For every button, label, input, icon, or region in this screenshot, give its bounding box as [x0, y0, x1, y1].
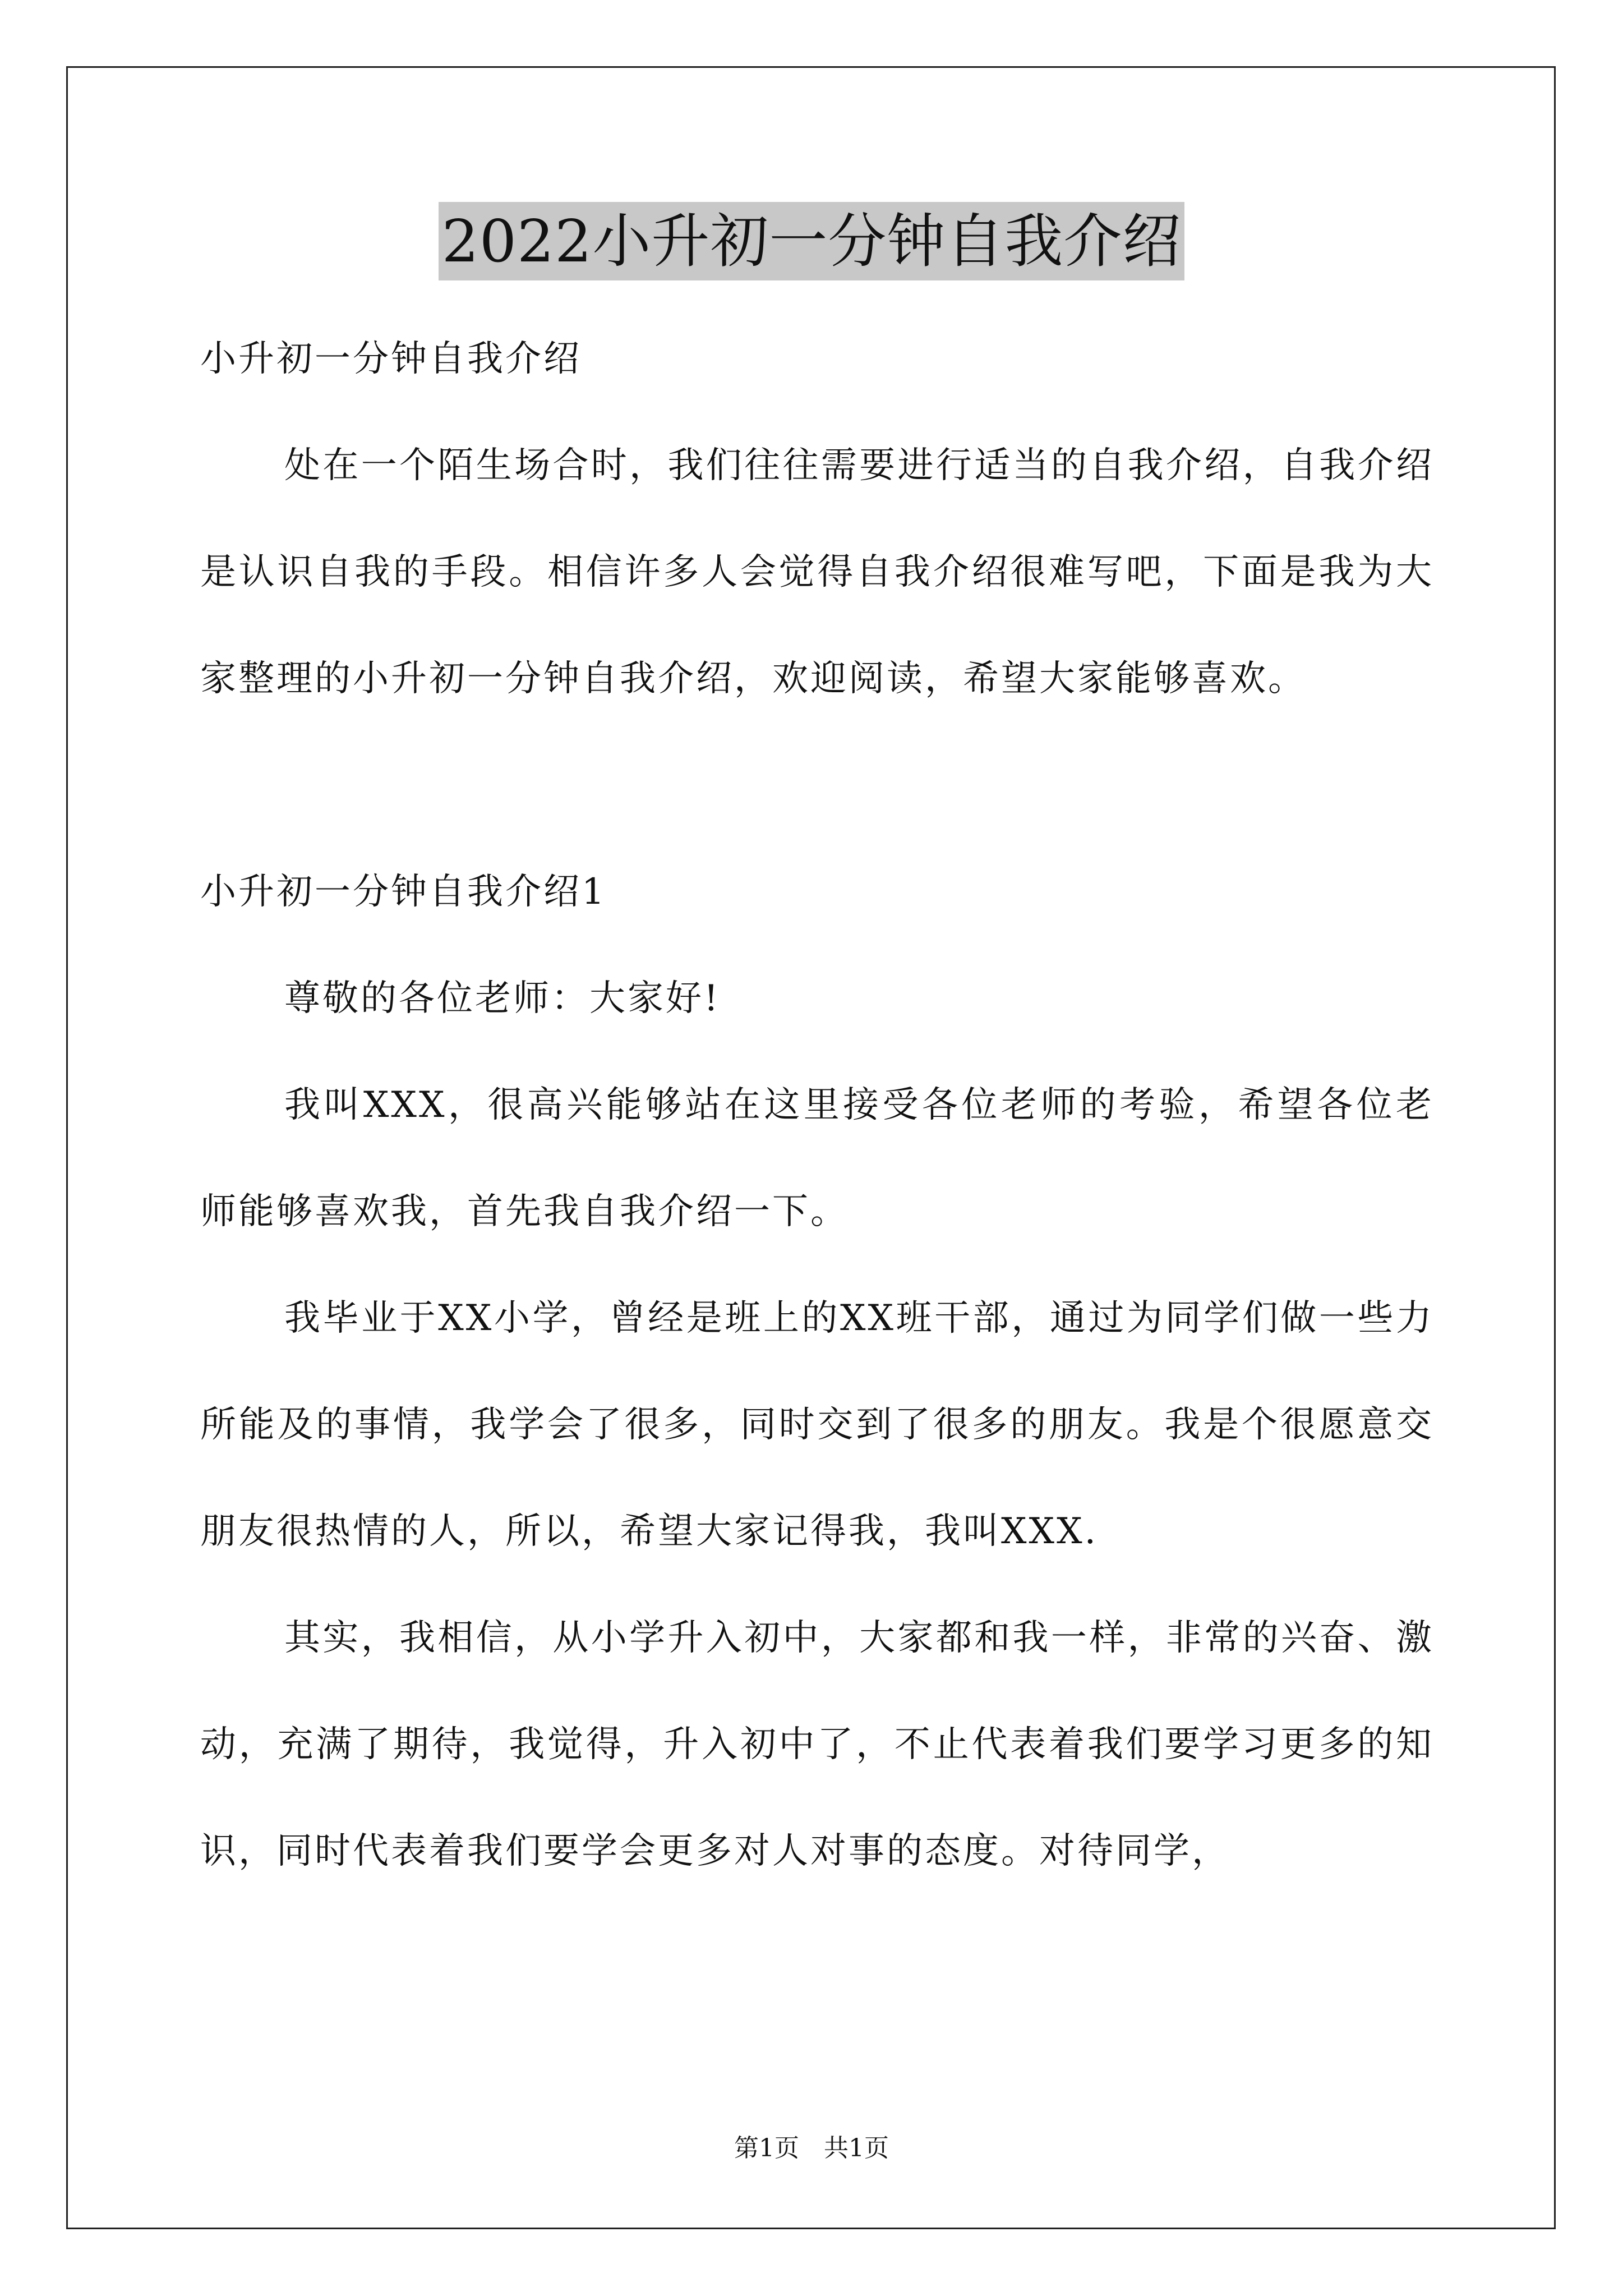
document-body [200, 306, 1434, 1904]
title-container [0, 202, 1623, 280]
body-paragraph: 我叫XXX，很高兴能够站在这里接受各位老师的考验，希望各位老师能够喜欢我，首先我自我介绍一下。 [200, 1084, 1434, 1232]
page-number-total: 共1页 [824, 2134, 889, 2162]
body-paragraph: 其实，我相信，从小学升入初中，大家都和我一样，非常的兴奋、激动，充满了期待，我觉得，升入初中了，不止代表着我们要学习更多的知识，同时代表着我们要学会更多对人对事的态度。对待同学， [200, 1617, 1434, 1872]
page-footer [0, 2132, 1623, 2165]
greeting-paragraph: 尊敬的各位老师：大家好! [284, 978, 721, 1019]
section-spacer [200, 732, 1434, 839]
page-number-current: 第1页 [734, 2134, 799, 2162]
section-heading-1: 小升初一分钟自我介绍1 [200, 871, 607, 913]
subtitle-heading: 小升初一分钟自我介绍 [200, 338, 582, 380]
intro-paragraph: 处在一个陌生场合时，我们往往需要进行适当的自我介绍，自我介绍是认识自我的手段。相信许多人会觉得自我介绍很难写吧，下面是我为大家整理的小升初一分钟自我介绍，欢迎阅读，希望大家能够喜欢。 [200, 445, 1434, 700]
body-paragraph: 我毕业于XX小学，曾经是班上的XX班干部，通过为同学们做一些力所能及的事情，我学会了很多，同时交到了很多的朋友。我是个很愿意交朋友很热情的人，所以，希望大家记得我，我叫XXX. [200, 1297, 1434, 1552]
document-title: 2022小升初一分钟自我介绍 [439, 202, 1185, 280]
